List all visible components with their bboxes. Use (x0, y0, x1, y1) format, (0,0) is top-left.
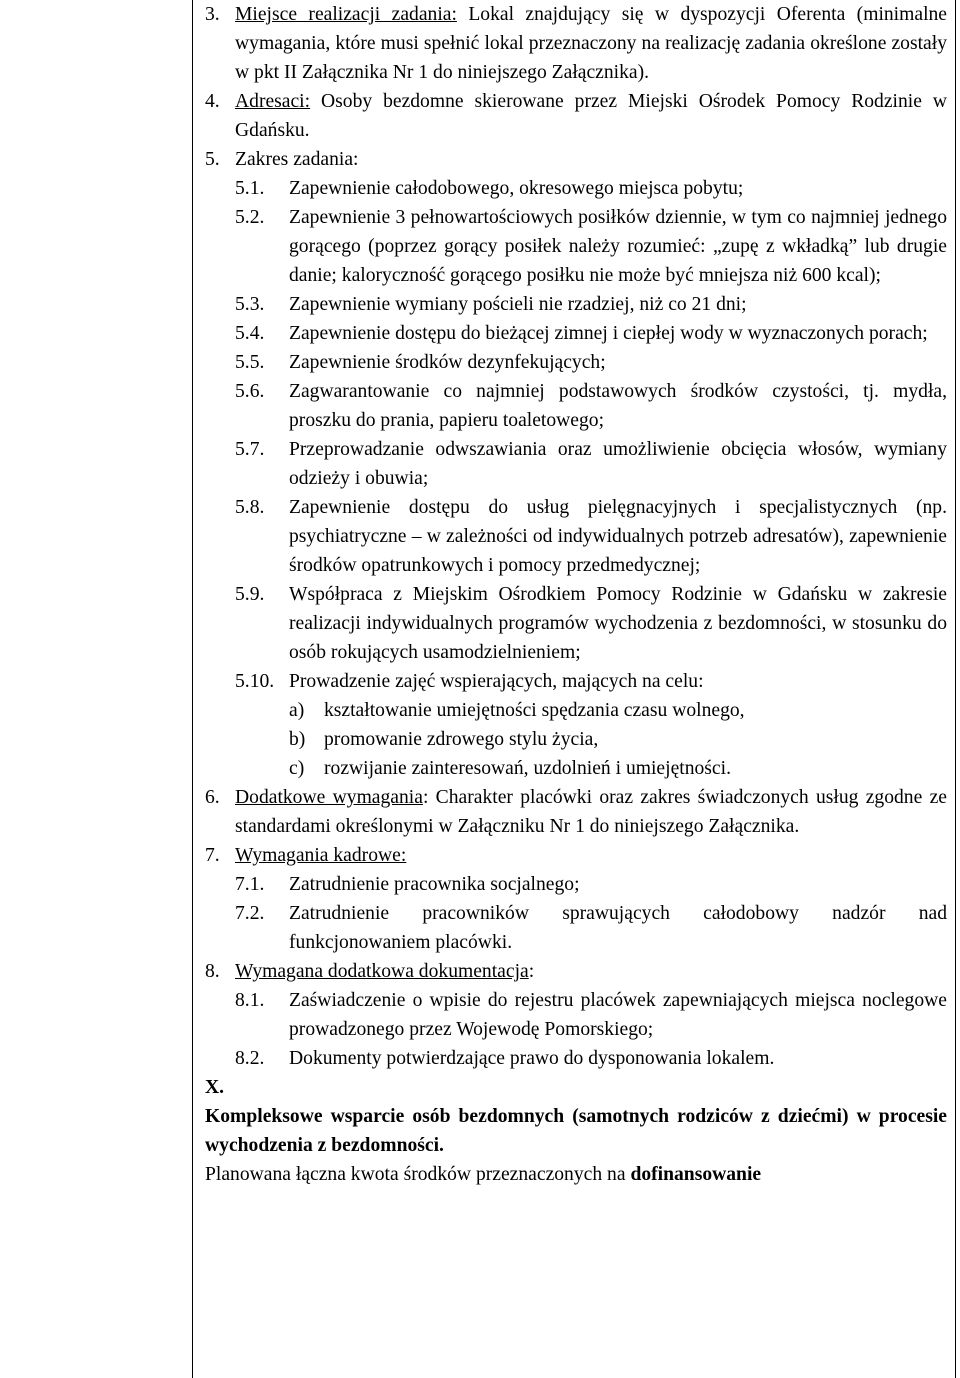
list-item (205, 145, 947, 174)
item-text (235, 783, 947, 841)
item-heading: Miejsce realizacji zadania: (235, 4, 457, 25)
item-text: rozwijanie zainteresowań, uzdolnień i umiejętności. (324, 758, 731, 779)
item-number: 5.1. (235, 178, 265, 199)
item-heading: Zakres zadania: (235, 149, 359, 170)
item-text: Dokumenty potwierdzające prawo do dysponowania lokalem. (289, 1048, 775, 1069)
item-number: 5.5. (235, 352, 265, 373)
section-title: Kompleksowe wsparcie osób bezdomnych (samotnych rodziców z dziećmi) w procesie wychodzenia z bezdomności. (205, 1106, 947, 1156)
item-body: : (528, 961, 535, 982)
item-text (235, 957, 947, 986)
item-number: 5.9. (235, 584, 265, 605)
item-number: 3. (205, 4, 220, 25)
list-item (205, 870, 947, 899)
list-item (205, 667, 947, 696)
item-number: 5.8. (235, 497, 265, 518)
item-text: Prowadzenie zajęć wspierających, mających na celu: (289, 671, 704, 692)
item-number: 7.1. (235, 874, 265, 895)
sub-list-item (205, 725, 947, 754)
sub-list-item (205, 754, 947, 783)
item-heading: Wymagana dodatkowa dokumentacja (235, 961, 529, 982)
list-item (205, 783, 947, 841)
item-number: 4. (205, 91, 220, 112)
list-item (205, 841, 947, 870)
item-text: Zapewnienie wymiany pościeli nie rzadziej, niż co 21 dni; (289, 294, 747, 315)
item-text: Zapewnienie 3 pełnowartościowych posiłków dziennie, w tym co najmniej jednego gorącego (poprzez gorący posiłek należy rozumieć: „zupę z wkładką” lub drugie danie; kaloryczność gorącego posiłku nie może być mniejsza niż 600 kcal); (289, 207, 947, 286)
list-item (205, 0, 947, 87)
item-number: 7.2. (235, 903, 265, 924)
item-text (235, 0, 947, 87)
document-content (205, 0, 947, 1189)
item-number: 5.4. (235, 323, 265, 344)
item-text: Zapewnienie całodobowego, okresowego miejsca pobytu; (289, 178, 744, 199)
item-text (235, 841, 947, 870)
item-text: Zagwarantowanie co najmniej podstawowych środków czystości, tj. mydła, proszku do prania, papieru toaletowego; (289, 381, 947, 431)
table-border-right (955, 0, 956, 1378)
item-heading: Adresaci: (235, 91, 311, 112)
list-item (205, 203, 947, 290)
item-number: 5.3. (235, 294, 265, 315)
list-item (205, 348, 947, 377)
section-number: X. (205, 1077, 225, 1098)
list-item (205, 493, 947, 580)
item-text (235, 87, 947, 145)
list-item (205, 319, 947, 348)
list-item (205, 87, 947, 145)
list-item (205, 580, 947, 667)
item-body: Lokal znajdujący się w dyspozycji Oferenta (minimalne wymagania, które musi spełnić lokal przeznaczony na realizację zadania określone zostały w pkt II Załącznika Nr 1 do niniejszego Załącznika). (235, 4, 948, 83)
item-letter: b) (289, 729, 306, 750)
item-number: 8. (205, 961, 220, 982)
item-text (235, 145, 947, 174)
item-text: Zatrudnienie pracowników sprawujących całodobowy nadzór nad funkcjonowaniem placówki. (289, 903, 947, 953)
section-text-bold: dofinansowanie (630, 1164, 762, 1185)
list-item (205, 290, 947, 319)
sub-list-item (205, 696, 947, 725)
item-number: 7. (205, 845, 220, 866)
item-number: 5. (205, 149, 220, 170)
list-item (205, 1044, 947, 1073)
section-text (205, 1160, 947, 1189)
item-text: Zapewnienie dostępu do usług pielęgnacyjnych i specjalistycznych (np. psychiatryczne – w zależności od indywidualnych potrzeb adresatów), zapewnienie środków opatrunkowych i pomocy przedmedycznej; (289, 497, 947, 576)
item-number: 5.2. (235, 207, 265, 228)
item-text: kształtowanie umiejętności spędzania czasu wolnego, (324, 700, 745, 721)
item-number: 8.1. (235, 990, 265, 1011)
list-item (205, 957, 947, 986)
item-number: 8.2. (235, 1048, 265, 1069)
list-item (205, 435, 947, 493)
list-item (205, 899, 947, 957)
list-item (205, 377, 947, 435)
item-text: Zapewnienie środków dezynfekujących; (289, 352, 606, 373)
item-text: Przeprowadzanie odwszawiania oraz umożliwienie obcięcia włosów, wymiany odzieży i obuwia; (289, 439, 947, 489)
item-heading: Dodatkowe wymagania (235, 787, 423, 808)
item-number: 5.7. (235, 439, 265, 460)
item-number: 5.6. (235, 381, 265, 402)
item-number: 5.10. (235, 671, 275, 692)
item-number: 6. (205, 787, 220, 808)
item-letter: c) (289, 758, 305, 779)
list-item (205, 986, 947, 1044)
item-text: Zapewnienie dostępu do bieżącej zimnej i ciepłej wody w wyznaczonych porach; (289, 323, 928, 344)
item-body: Osoby bezdomne skierowane przez Miejski Ośrodek Pomocy Rodzinie w Gdańsku. (235, 91, 947, 141)
item-text: promowanie zdrowego stylu życia, (324, 729, 599, 750)
item-text: Zaświadczenie o wpisie do rejestru placówek zapewniających miejsca noclegowe prowadzonego przez Wojewodę Pomorskiego; (289, 990, 947, 1040)
item-heading: Wymagania kadrowe: (235, 845, 407, 866)
item-body: : Charakter placówki oraz zakres świadczonych usług zgodne ze standardami określonymi w Załączniku Nr 1 do niniejszego Załącznika. (235, 787, 947, 837)
item-letter: a) (289, 700, 305, 721)
table-border-left (192, 0, 193, 1378)
list-item (205, 174, 947, 203)
item-text: Współpraca z Miejskim Ośrodkiem Pomocy Rodzinie w Gdańsku w zakresie realizacji indywidualnych programów wychodzenia z bezdomności, w stosunku do osób rokujących usamodzielnieniem; (289, 584, 947, 663)
section-text-plain: Planowana łączna kwota środków przeznaczonych na (205, 1164, 631, 1185)
item-text: Zatrudnienie pracownika socjalnego; (289, 874, 580, 895)
